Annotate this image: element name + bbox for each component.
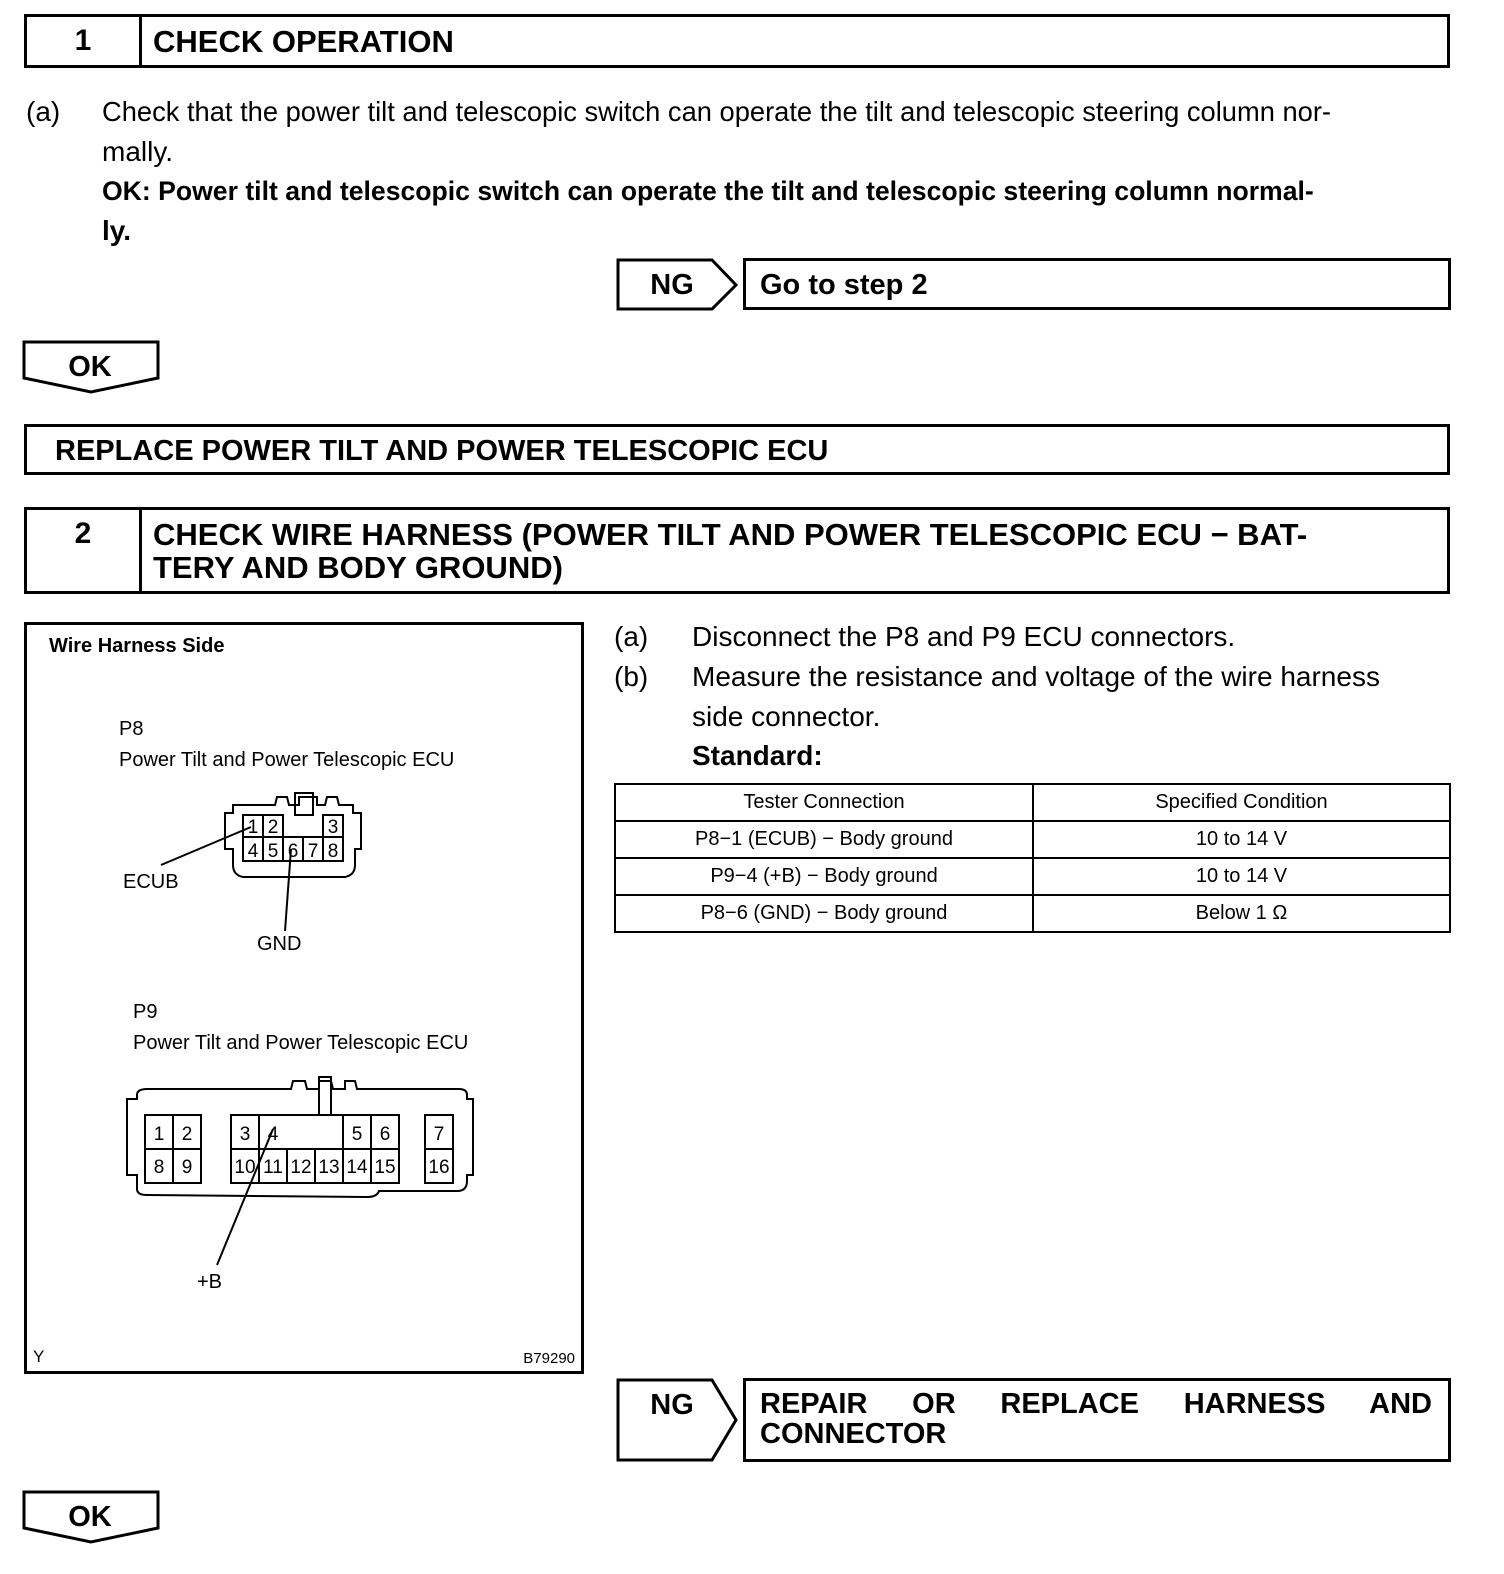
step-title-line1: CHECK WIRE HARNESS (POWER TILT AND POWER TELESCOPIC ECU − BAT-: [153, 517, 1308, 552]
p9-pin: 11: [263, 1157, 283, 1178]
step2-b-line2: side connector.: [692, 701, 881, 732]
p9-pin: 15: [374, 1157, 396, 1178]
ok-label: OK: [68, 1501, 112, 1533]
p8-pin: 7: [307, 841, 319, 862]
result-text: REPLACE POWER TILT AND POWER TELESCOPIC ECU: [55, 435, 829, 467]
p9-label: P9: [133, 1001, 158, 1023]
p9-pin: 16: [428, 1157, 450, 1178]
p9-pin: 13: [318, 1157, 340, 1178]
step-title: CHECK OPERATION: [153, 24, 454, 59]
step2-a-text: Disconnect the P8 and P9 ECU connectors.: [692, 621, 1236, 652]
p9-pin: 6: [379, 1124, 391, 1145]
ng-label: NG: [650, 1389, 694, 1421]
gnd-label: GND: [257, 933, 302, 955]
table-cell: P9−4 (+B) − Body ground: [615, 858, 1033, 895]
step-2-header: [24, 507, 1450, 594]
ok-arrow: [22, 1490, 162, 1546]
ng-arrow: [616, 258, 740, 312]
table-cell: Below 1 Ω: [1033, 895, 1450, 932]
p8-pin: 2: [267, 817, 279, 838]
result-box: [24, 424, 1450, 475]
step1-a-marker: (a): [26, 96, 61, 127]
ng-target-text: Go to step 2: [760, 269, 928, 301]
p8-pin: 4: [247, 841, 259, 862]
spec-table: [614, 783, 1451, 933]
p9-pin: 2: [181, 1124, 193, 1145]
step1-ok-line2: ly.: [102, 215, 132, 246]
corner-left-label: Y: [33, 1347, 45, 1366]
p8-pin: 1: [247, 817, 259, 838]
p8-pin: 5: [267, 841, 279, 862]
table-row: [615, 858, 1450, 895]
p9-pin: 5: [351, 1124, 363, 1145]
p9-pin: 4: [267, 1124, 279, 1145]
ng-target-line1: REPAIR OR REPLACE HARNESS AND: [760, 1388, 1432, 1420]
ng-label: NG: [650, 269, 694, 301]
table-header: Specified Condition: [1033, 784, 1450, 821]
table-cell: 10 to 14 V: [1033, 858, 1450, 895]
table-row: [615, 895, 1450, 932]
ng-target-line2: CONNECTOR: [760, 1418, 947, 1450]
step1-a-line1: Check that the power tilt and telescopic switch can operate the tilt and telescopic steering column nor-: [102, 96, 1332, 127]
wiring-figure: [24, 622, 584, 1374]
ok-arrow: [22, 340, 162, 396]
p8-label: P8: [119, 718, 144, 740]
table-cell: P8−6 (GND) − Body ground: [615, 895, 1033, 932]
standard-label: Standard:: [692, 740, 823, 771]
ng-target-box: [743, 258, 1451, 310]
p8-pin: 6: [287, 841, 299, 862]
table-cell: 10 to 14 V: [1033, 821, 1450, 858]
p9-desc: Power Tilt and Power Telescopic ECU: [133, 1032, 469, 1054]
ecub-leader: [161, 827, 251, 865]
table-header: Tester Connection: [615, 784, 1033, 821]
step-title-line2: TERY AND BODY GROUND): [153, 550, 563, 585]
p9-pin: 9: [181, 1157, 193, 1178]
step-number: 2: [27, 510, 142, 591]
p8-pin: 3: [327, 817, 339, 838]
p9-pin: 3: [239, 1124, 251, 1145]
table-cell: P8−1 (ECUB) − Body ground: [615, 821, 1033, 858]
step1-a-line2: mally.: [102, 136, 174, 167]
step-number: 1: [27, 17, 142, 65]
p9-connector-body: [127, 1081, 473, 1197]
ok-label: OK: [68, 351, 112, 383]
connector-diagrams: [27, 625, 581, 1371]
p8-desc: Power Tilt and Power Telescopic ECU: [119, 749, 455, 771]
ng-arrow: [616, 1378, 740, 1464]
p9-latch: [319, 1077, 331, 1115]
step2-a-marker: (a): [614, 621, 649, 652]
step2-b-marker: (b): [614, 661, 649, 692]
step1-ok-line1: OK: Power tilt and telescopic switch can operate the tilt and telescopic steering column normal-: [102, 176, 1314, 206]
ecub-label: ECUB: [123, 871, 179, 893]
step-1-header: [24, 14, 1450, 68]
table-header-row: [615, 784, 1450, 821]
p9-pin: 8: [153, 1157, 165, 1178]
figure-id: B79290: [523, 1350, 575, 1367]
plusb-label: +B: [197, 1271, 223, 1293]
p8-pin: 8: [327, 841, 339, 862]
ng-target-box: [743, 1378, 1451, 1462]
p9-pin: 10: [234, 1157, 256, 1178]
p9-pin: 7: [433, 1124, 445, 1145]
step2-b-line1: Measure the resistance and voltage of the wire harness: [692, 661, 1380, 692]
figure-heading: Wire Harness Side: [49, 635, 225, 657]
table-row: [615, 821, 1450, 858]
p9-pin: 12: [290, 1157, 312, 1178]
p9-pin: 1: [153, 1124, 165, 1145]
p9-pin: 14: [346, 1157, 368, 1178]
